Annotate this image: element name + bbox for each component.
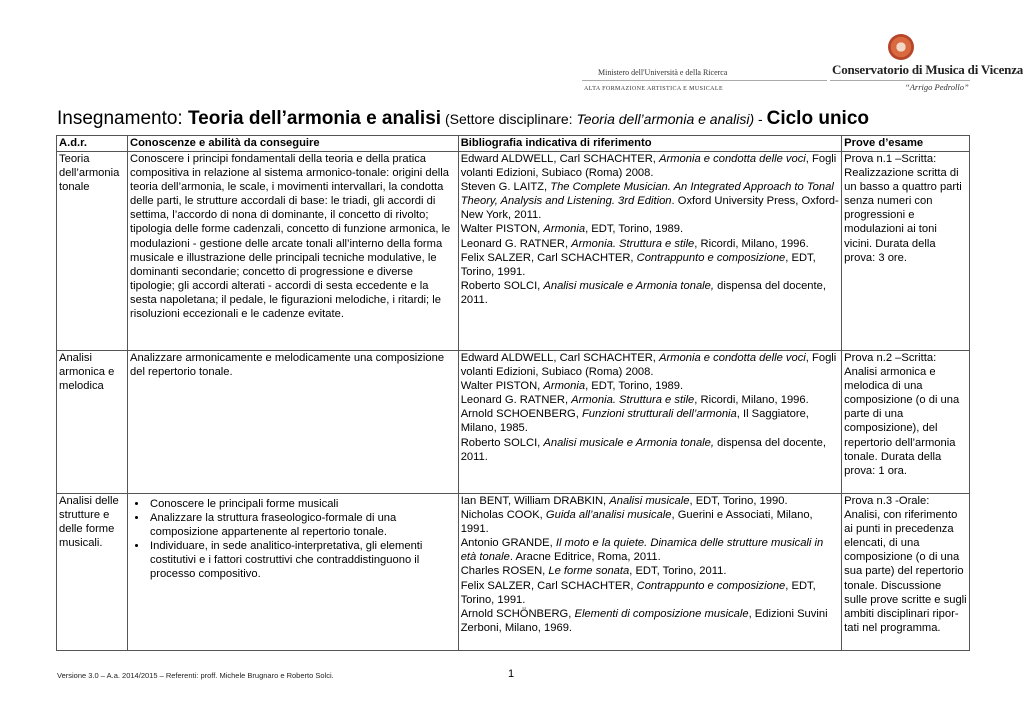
exam-cell: Prova n.2 –Scritta: Analisi armonica e melodica di una composizione (o di una parte di una composizione), del repertorio dell’armonia tonale. Durata della prova: 1 ora. xyxy=(842,351,970,494)
skills-cell: Conoscere i principi fondamentali della teoria e della pratica compositiva in relazione al sistema armonico-tonale: origini della teoria dell’armonia, le scale, i movimenti intervallari, la condotta delle parti, le strutture accordali di base: le triadi, gli accordi di settima, l’accordo di nona di dominante, il concetto di rivolto; tipologia delle forme cadenzali, concetto di funzione armonica, le modulazioni - gestione delle arcate tonali all’interno della forma musicale e illustrazione delle principali tecniche modulative, le dominanti secondarie; concetto di progressione e diverse tipologie; gli accordi alterati - accordi di sesta eccedente e la sesta napoletana; il pedale, le figurazioni melodiche, i ritardi; le risoluzioni eccezionali e le cadenze evitate. xyxy=(128,152,459,351)
bib-entry: Edward ALDWELL, Carl SCHACHTER, Armonia e condotta delle voci, Fogli volanti Edizioni, Subiaco (Roma) 2008. xyxy=(460,352,837,379)
list-item: • Analizzare la struttura fraseologico-formale di una composizione appartenente al repertorio tonale. xyxy=(148,511,456,539)
bib-entry: Arnold SCHOENBERG, Funzioni strutturali dell’armonia, Il Saggiatore, Milano, 1985. xyxy=(460,408,809,435)
page-number: 1 xyxy=(508,668,515,680)
skills-list xyxy=(130,497,456,582)
bib-entry: Antonio GRANDE, Il moto e la quiete. Dinamica delle strutture musicali in età tonale. Aracne Editrice, Roma, 2011. xyxy=(460,537,824,564)
syllabus-table xyxy=(56,135,970,651)
bib-entry: Roberto SOLCI, Analisi musicale e Armonia tonale, dispensa del docente, 2011. xyxy=(460,436,826,463)
title-prefix: Insegnamento: xyxy=(57,108,188,129)
header-divider xyxy=(830,80,970,81)
bib-entry: Arnold SCHÖNBERG, Elementi di composizione musicale, Edizioni Suvini Zerboni, Milano, 1969. xyxy=(460,607,828,634)
table-row xyxy=(57,494,970,651)
conservatory-name: Conservatorio di Musica di Vicenza xyxy=(832,62,1024,77)
bib-entry: Leonard G. RATNER, Armonia. Struttura e stile, Ricordi, Milano, 1996. xyxy=(460,394,809,407)
list-item: • Individuare, in sede analitico-interpretativa, gli elementi costitutivi e i fattori costruttivi che contraddistinguono il processo compositivo. xyxy=(148,539,456,581)
header-divider xyxy=(582,80,827,81)
bib-entry: Felix SALZER, Carl SCHACHTER, Contrappunto e composizione, EDT, Torino, 1991. xyxy=(460,251,816,278)
bib-entry: Edward ALDWELL, Carl SCHACHTER, Armonia e condotta delle voci, Fogli volanti Edizioni, Subiaco (Roma) 2008. xyxy=(460,153,837,180)
sector-name: Teoria dell’armonia e analisi) xyxy=(576,111,755,127)
bib-entry: Felix SALZER, Carl SCHACHTER, Contrappunto e composizione, EDT, Torino, 1991. xyxy=(460,579,816,606)
bib-entry: Charles ROSEN, Le forme sonata, EDT, Torino, 2011. xyxy=(460,565,727,578)
exam-cell: Prova n.3 -Orale: Analisi, con riferimento ai punti in precedenza elencati, di una composizione (o di una sua parte) del repertorio tonale. Discussione sulle prove scritte e sugli ambiti disciplinari ripor-tati nel programma. xyxy=(842,494,970,651)
cycle-label: Ciclo unico xyxy=(766,108,870,129)
document-header xyxy=(0,0,1024,110)
adr-cell: Analisi armonica e melodica xyxy=(57,351,128,494)
adr-cell: Teoria dell’armonia tonale xyxy=(57,152,128,351)
page-title xyxy=(57,108,977,130)
bib-entry: Walter PISTON, Armonia, EDT, Torino, 1989. xyxy=(460,380,684,393)
table-header-row xyxy=(57,136,970,152)
conservatory-subtitle: “Arrigo Pedrollo” xyxy=(905,82,969,92)
bibliography-cell xyxy=(458,351,841,494)
adr-cell: Analisi delle strutture e delle forme musicali. xyxy=(57,494,128,651)
bib-entry: Walter PISTON, Armonia, EDT, Torino, 1989. xyxy=(460,223,684,236)
sector-open: (Settore disciplinare: xyxy=(441,111,577,127)
table-row xyxy=(57,351,970,494)
header-skills: Conoscenze e abilità da conseguire xyxy=(128,136,459,152)
bibliography-cell xyxy=(458,152,841,351)
header-bibliography: Bibliografia indicativa di riferimento xyxy=(458,136,841,152)
afam-label: ALTA FORMAZIONE ARTISTICA E MUSICALE xyxy=(584,86,724,92)
header-adr: A.d.r. xyxy=(57,136,128,152)
bib-entry: Roberto SOLCI, Analisi musicale e Armonia tonale, dispensa del docente, 2011. xyxy=(460,279,826,306)
bib-entry: Ian BENT, William DRABKIN, Analisi musicale, EDT, Torino, 1990. xyxy=(460,495,788,507)
skills-cell: Analizzare armonicamente e melodicamente una composizione del repertorio tonale. xyxy=(128,351,459,494)
conservatory-logo-icon xyxy=(888,34,914,60)
ministry-label: Ministero dell'Università e della Ricerca xyxy=(598,68,728,77)
course-name: Teoria dell’armonia e analisi xyxy=(187,108,442,129)
bibliography-cell xyxy=(458,494,841,651)
table-row xyxy=(57,152,970,351)
bib-entry: Leonard G. RATNER, Armonia. Struttura e stile, Ricordi, Milano, 1996. xyxy=(460,237,809,250)
footer-text: Versione 3.0 – A.a. 2014/2015 – Referenti: proff. Michele Brugnaro e Roberto Solci. xyxy=(57,671,334,680)
bib-entry: Steven G. LAITZ, The Complete Musician. An Integrated Approach to Tonal Theory, Analysis and Listening. 3rd Edition. Oxford University Press, Oxford-New York, 2011. xyxy=(460,181,839,222)
header-exams: Prove d’esame xyxy=(842,136,970,152)
skills-cell xyxy=(128,494,459,651)
list-item: • Conoscere le principali forme musicali xyxy=(148,497,456,511)
title-separator: - xyxy=(754,111,767,127)
bib-entry: Nicholas COOK, Guida all’analisi musicale, Guerini e Associati, Milano, 1991. xyxy=(460,509,813,536)
exam-cell: Prova n.1 –Scritta: Realizzazione scritta di un basso a quattro parti senza numeri con progressioni e modulazioni ai toni vicini. Durata della prova: 3 ore. xyxy=(842,152,970,351)
